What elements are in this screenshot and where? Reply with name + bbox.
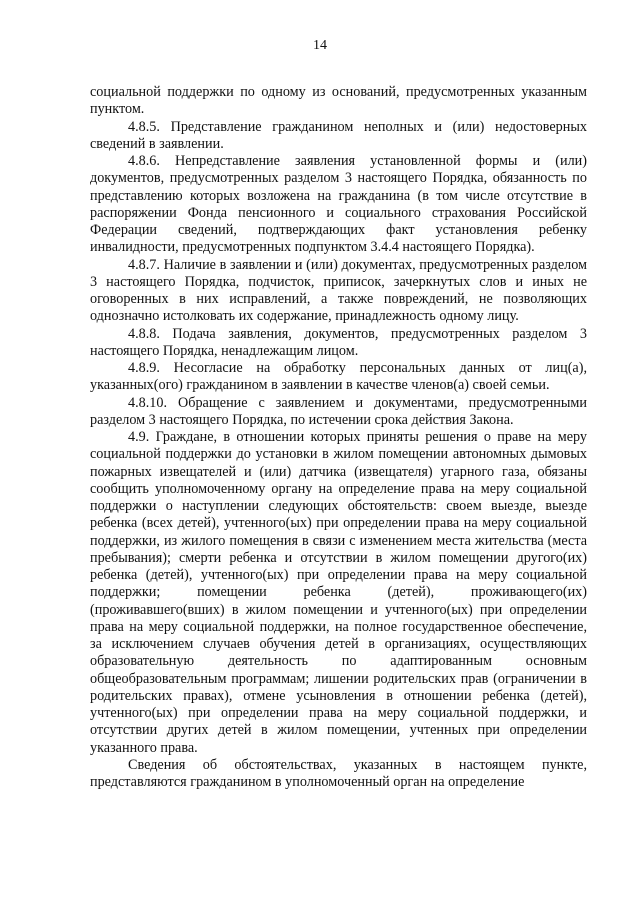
page-number: 14 [313,38,327,53]
paragraph-4-9: 4.9. Граждане, в отношении которых приняты решения о праве на меру социальной поддержки до установки в жилом помещении автономных дымовых пожарных извещателей и (или) датчика (извещателя) угарного газа, обязаны сообщить уполномоченному органу на определение права на меру социальной поддержки о наступлении следующих обстоятельств: своем выезде, выезде ребенка (всех детей), учтенного(ых) при определении права на меру социальной поддержки, из жилого помещения в связи с изменением места жительства (места пребывания); смерти ребенка и отсутствии в жилом помещении другого(их) ребенка (детей), учтенного(ых) при определении права на меру социальной поддержки; помещении ребенка (детей), проживающего(их) (проживавшего(вших) в жилом помещении и учтенного(ых) при определении права на меру социальной поддержки, на полное государственное обеспечение, за исключением случаев обучения детей в организациях, осуществляющих образовательную деятельность по адаптированным основным общеобразовательным программам; лишении родительских прав (ограничении в родительских правах), отмене усыновления в отношении ребенка (детей), учтенного(ых) при определении права на меру социальной поддержки, и отсутствии других детей в жилом помещении, учтенных при определении указанного права. [90,429,587,756]
paragraph-continuation: социальной поддержки по одному из оснований, предусмотренных указанным пунктом. [90,84,587,118]
document-body [90,84,587,791]
paragraph-4-8-6: 4.8.6. Непредставление заявления установленной формы и (или) документов, предусмотренных разделом 3 настоящего Порядка, обязанность по представлению которых возложена на гражданина (в том числе отсутствие в распоряжении Фонда пенсионного и социального страхования Российской Федерации сведений, подтверждающих факт установления ребенку инвалидности, предусмотренных подпунктом 3.4.4 настоящего Порядка). [90,153,587,256]
paragraph-information-submission: Сведения об обстоятельствах, указанных в настоящем пункте, представляются гражданином в уполномоченный орган на определение [90,756,587,790]
paragraph-4-8-9: 4.8.9. Несогласие на обработку персональных данных от лиц(а), указанных(ого) гражданином в заявлении в качестве членов(а) своей семьи. [90,360,587,394]
paragraph-4-8-8: 4.8.8. Подача заявления, документов, предусмотренных разделом 3 настоящего Порядка, ненадлежащим лицом. [90,325,587,359]
paragraph-4-8-7: 4.8.7. Наличие в заявлении и (или) документах, предусмотренных разделом 3 настоящего Порядка, подчисток, приписок, зачеркнутых слов и иных не оговоренных в них исправлений, а также повреждений, не позволяющих однозначно истолковать их содержание, принадлежность одному лицу. [90,256,587,325]
paragraph-4-8-10: 4.8.10. Обращение с заявлением и документами, предусмотренными разделом 3 настоящего Порядка, по истечении срока действия Закона. [90,394,587,428]
paragraph-4-8-5: 4.8.5. Представление гражданином неполных и (или) недостоверных сведений в заявлении. [90,118,587,152]
